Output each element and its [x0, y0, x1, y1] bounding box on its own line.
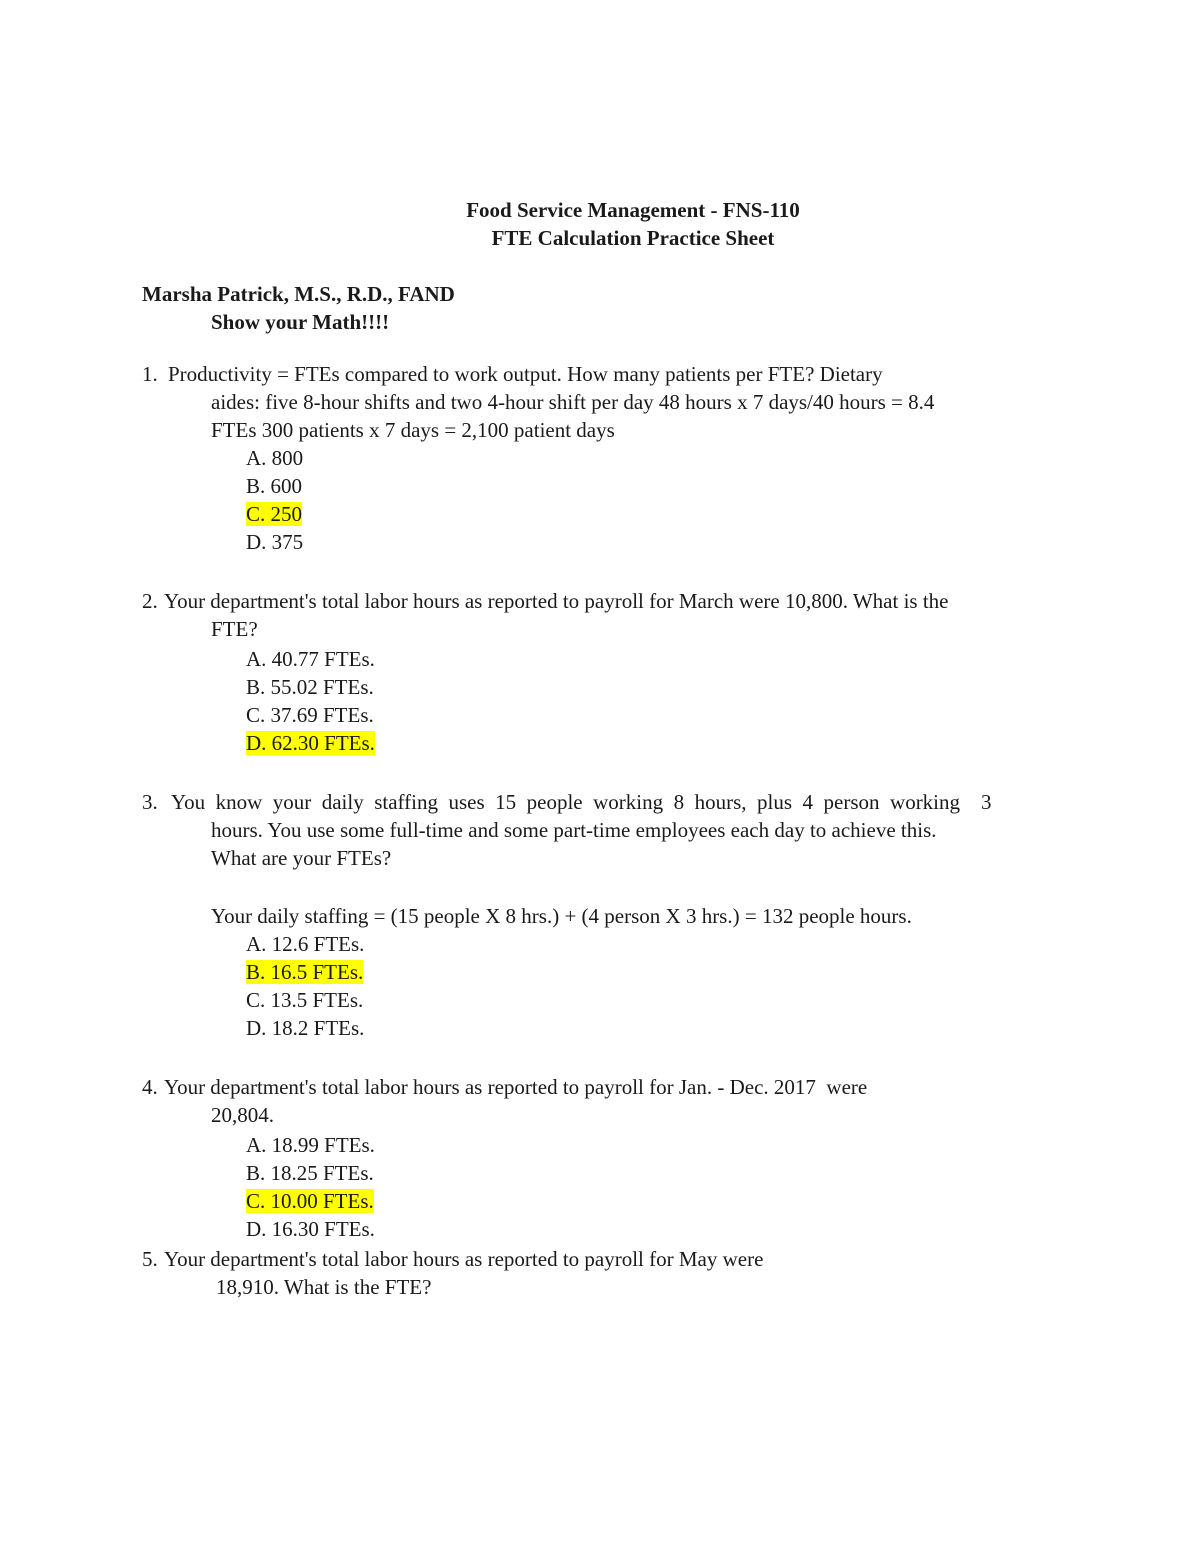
answer-option: A. 12.6 FTEs.: [246, 932, 365, 956]
question-text-line: hours. You use some full-time and some part-time employees each day to achieve this.: [211, 818, 937, 842]
author-name: Marsha Patrick, M.S., R.D., FAND: [142, 282, 455, 306]
answer-option: B. 600: [246, 474, 303, 498]
answer-option: B. 55.02 FTEs.: [246, 675, 374, 699]
question-text-line: FTEs 300 patients x 7 days = 2,100 patient days: [211, 418, 615, 442]
answer-option-highlighted: C. 10.00 FTEs.: [246, 1189, 374, 1213]
answer-option-highlighted: D. 62.30 FTEs.: [246, 731, 375, 755]
question-number: 5.: [142, 1247, 158, 1271]
instruction-text: Show your Math!!!!: [211, 310, 390, 334]
question-text-line: 20,804.: [211, 1103, 274, 1127]
question-text-line: Productivity = FTEs compared to work output. How many patients per FTE? Dietary: [168, 362, 883, 386]
answer-option: A. 800: [246, 446, 304, 470]
question-text-line: You know your daily staffing uses 15 people working 8 hours, plus 4 person working 3: [171, 790, 992, 814]
answer-option: A. 40.77 FTEs.: [246, 647, 375, 671]
answer-option: A. 18.99 FTEs.: [246, 1133, 375, 1157]
question-text-line: FTE?: [211, 617, 258, 641]
question-text-line: Your department's total labor hours as reported to payroll for Jan. - Dec. 2017 were: [164, 1075, 868, 1099]
answer-option: D. 18.2 FTEs.: [246, 1016, 365, 1040]
question-text-line: Your department's total labor hours as reported to payroll for May were: [164, 1247, 764, 1271]
question-text-line: Your department's total labor hours as reported to payroll for March were 10,800. What is the: [164, 589, 949, 613]
answer-option: D. 16.30 FTEs.: [246, 1217, 375, 1241]
question-number: 1.: [142, 362, 158, 386]
answer-option: D. 375: [246, 530, 304, 554]
answer-option-highlighted: B. 16.5 FTEs.: [246, 960, 364, 984]
answer-option-highlighted: C. 250: [246, 502, 303, 526]
question-number: 2.: [142, 589, 158, 613]
worked-solution: Your daily staffing = (15 people X 8 hrs.) + (4 person X 3 hrs.) = 132 people hours.: [211, 904, 912, 928]
question-number: 4.: [142, 1075, 158, 1099]
sheet-title: FTE Calculation Practice Sheet: [491, 226, 775, 250]
question-text-line: What are your FTEs?: [211, 846, 392, 870]
question-text-line: 18,910. What is the FTE?: [216, 1275, 432, 1299]
answer-option: B. 18.25 FTEs.: [246, 1161, 374, 1185]
course-title: Food Service Management - FNS-110: [466, 198, 800, 222]
question-text-line: aides: five 8-hour shifts and two 4-hour shift per day 48 hours x 7 days/40 hours = 8.4: [211, 390, 935, 414]
answer-option: C. 13.5 FTEs.: [246, 988, 364, 1012]
question-number: 3.: [142, 790, 158, 814]
answer-option: C. 37.69 FTEs.: [246, 703, 374, 727]
